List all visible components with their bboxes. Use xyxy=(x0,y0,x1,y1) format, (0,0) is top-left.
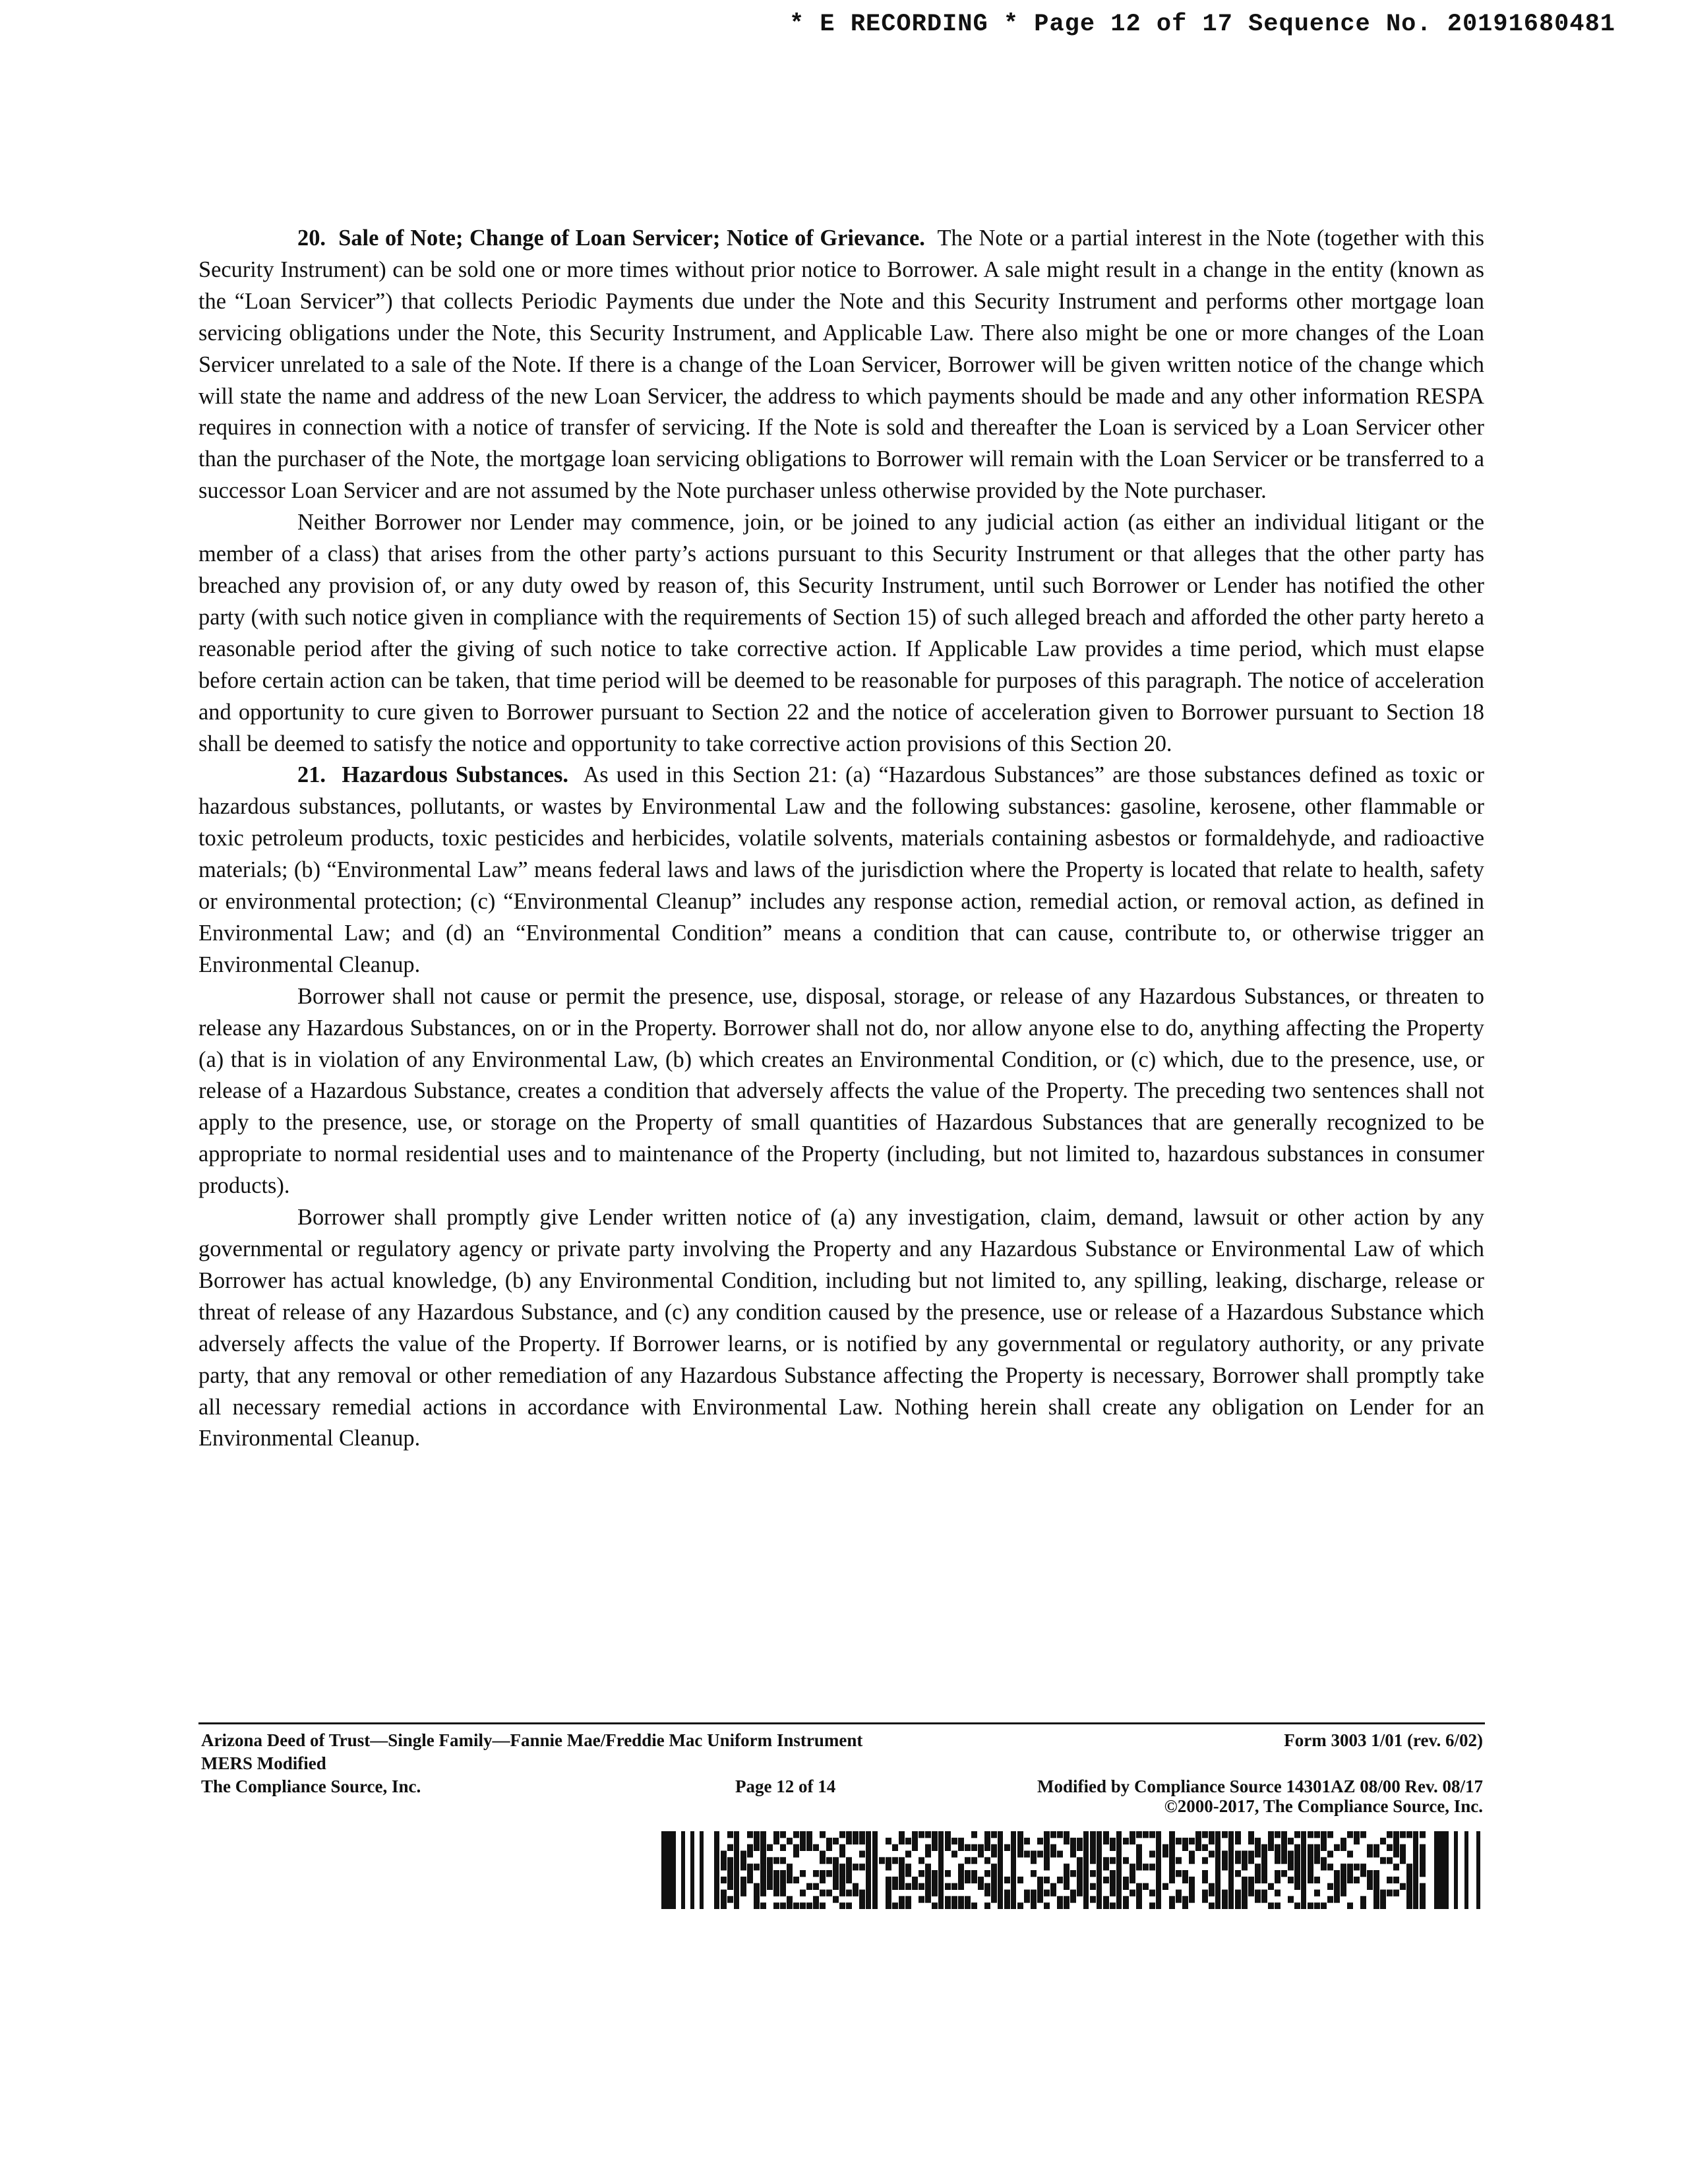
barcode xyxy=(661,1831,1488,1909)
section-20-number: 20. xyxy=(297,226,326,251)
section-20-text-1: The Note or a partial interest in the Note (together with this Security Instrument) can be sold one or more times without prior notice to Borrower. A sale might result in a change in the entity (known as the “Loan Servicer”) that collects Periodic Payments due under the Note and this Security Instrument and performs other mortgage loan servicing obligations under the Note, this Security Instrument, and Applicable Law. There also might be one or more changes of the Loan Servicer unrelated to a sale of the Note. If there is a change of the Loan Servicer, Borrower will be given written notice of the change which will state the name and address of the new Loan Servicer, the address to which payments should be made and any other information RESPA requires in connection with a notice of transfer of servicing. If the Note is sold and thereafter the Loan is serviced by a Loan Servicer other than the purchaser of the Note, the mortgage loan servicing obligations to Borrower will remain with the Loan Servicer or be transferred to a successor Loan Servicer and are not assumed by the Note purchaser unless otherwise provided by the Note purchaser. xyxy=(198,226,1484,504)
footer-form-title: Arizona Deed of Trust—Single Family—Fannie Mae/Freddie Mac Uniform Instrument xyxy=(201,1730,863,1750)
section-21-heading: Hazardous Substances. xyxy=(342,762,569,788)
section-21-text-1: As used in this Section 21: (a) “Hazardous Substances” are those substances defined as toxic or hazardous substances, pollutants, or wastes by Environmental Law and the following substances: gasoline, kerosene, other flammable or toxic petroleum products, toxic pesticides and herbicides, volatile solvents, materials containing asbestos or formaldehyde, and radioactive materials; (b) “Environmental Law” means federal laws and laws of the jurisdiction where the Property is located that relate to health, safety or environmental protection; (c) “Environmental Cleanup” includes any response action, remedial action, or removal action, as defined in Environmental Law; and (d) an “Environmental Condition” means a condition that can cause, contribute to, or otherwise trigger an Environmental Cleanup. xyxy=(198,762,1484,977)
footer-page-number: Page 12 of 14 xyxy=(735,1776,836,1796)
section-21-paragraph-1 xyxy=(198,760,1484,981)
section-20-heading: Sale of Note; Change of Loan Servicer; Notice of Grievance. xyxy=(338,226,925,251)
footer-company: The Compliance Source, Inc. xyxy=(201,1776,421,1796)
recording-header: * E RECORDING * Page 12 of 17 Sequence No. 20191680481 xyxy=(789,11,1615,38)
footer-copyright: ©2000-2017, The Compliance Source, Inc. xyxy=(1164,1796,1483,1816)
section-20-paragraph-2: Neither Borrower nor Lender may commence, join, or be joined to any judicial action (as either an individual litigant or the member of a class) that arises from the other party’s actions pursuant to this Security Instrument or that alleges that the other party has breached any provision of, or any duty owed by reason of, this Security Instrument, until such Borrower or Lender has notified the other party (with such notice given in compliance with the requirements of Section 15) of such alleged breach and afforded the other party hereto a reasonable period after the giving of such notice to take corrective action. If Applicable Law provides a time period, which must elapse before certain action can be taken, that time period will be deemed to be reasonable for purposes of this paragraph. The notice of acceleration and opportunity to cure given to Borrower pursuant to Section 22 and the notice of acceleration given to Borrower pursuant to Section 18 shall be deemed to satisfy the notice and opportunity to take corrective action provisions of this Section 20. xyxy=(198,510,1484,756)
document-body xyxy=(198,223,1484,1455)
section-20-paragraph-1 xyxy=(198,223,1484,507)
footer-mers: MERS Modified xyxy=(201,1753,326,1773)
section-21-paragraph-3: Borrower shall promptly give Lender written notice of (a) any investigation, claim, demand, lawsuit or other action by any governmental or regulatory agency or private party involving the Property and any Hazardous Substance or Environmental Law of which Borrower has actual knowledge, (b) any Environmental Condition, including but not limited to, any spilling, leaking, discharge, release or threat of release of any Hazardous Substance, and (c) any condition caused by the presence, use or release of a Hazardous Substance which adversely affects the value of the Property. If Borrower learns, or is notified by any governmental or regulatory authority, or any private party, that any removal or other remediation of any Hazardous Substance affecting the Property is necessary, Borrower shall promptly take all necessary remedial actions in accordance with Environmental Law. Nothing herein shall create any obligation on Lender for an Environmental Cleanup. xyxy=(198,1205,1484,1451)
footer-form-number: Form 3003 1/01 (rev. 6/02) xyxy=(1284,1730,1483,1750)
form-footer xyxy=(201,1729,1483,1816)
barcode-graphic xyxy=(661,1831,1488,1909)
section-21-paragraph-2: Borrower shall not cause or permit the presence, use, disposal, storage, or release of any Hazardous Substances, or threaten to release any Hazardous Substances, on or in the Property. Borrower shall not do, nor allow anyone else to do, anything affecting the Property (a) that is in violation of any Environmental Law, (b) which creates an Environmental Condition, or (c) which, due to the presence, use, or release of a Hazardous Substance, creates a condition that adversely affects the value of the Property. The preceding two sentences shall not apply to the presence, use, or storage on the Property of small quantities of Hazardous Substances that are generally recognized to be appropriate to normal residential uses and to maintenance of the Property (including, but not limited to, hazardous substances in consumer products). xyxy=(198,983,1484,1199)
section-21-number: 21. xyxy=(297,762,326,788)
footer-rule xyxy=(198,1722,1485,1724)
footer-modified: Modified by Compliance Source 14301AZ 08/00 Rev. 08/17 xyxy=(1037,1776,1483,1796)
